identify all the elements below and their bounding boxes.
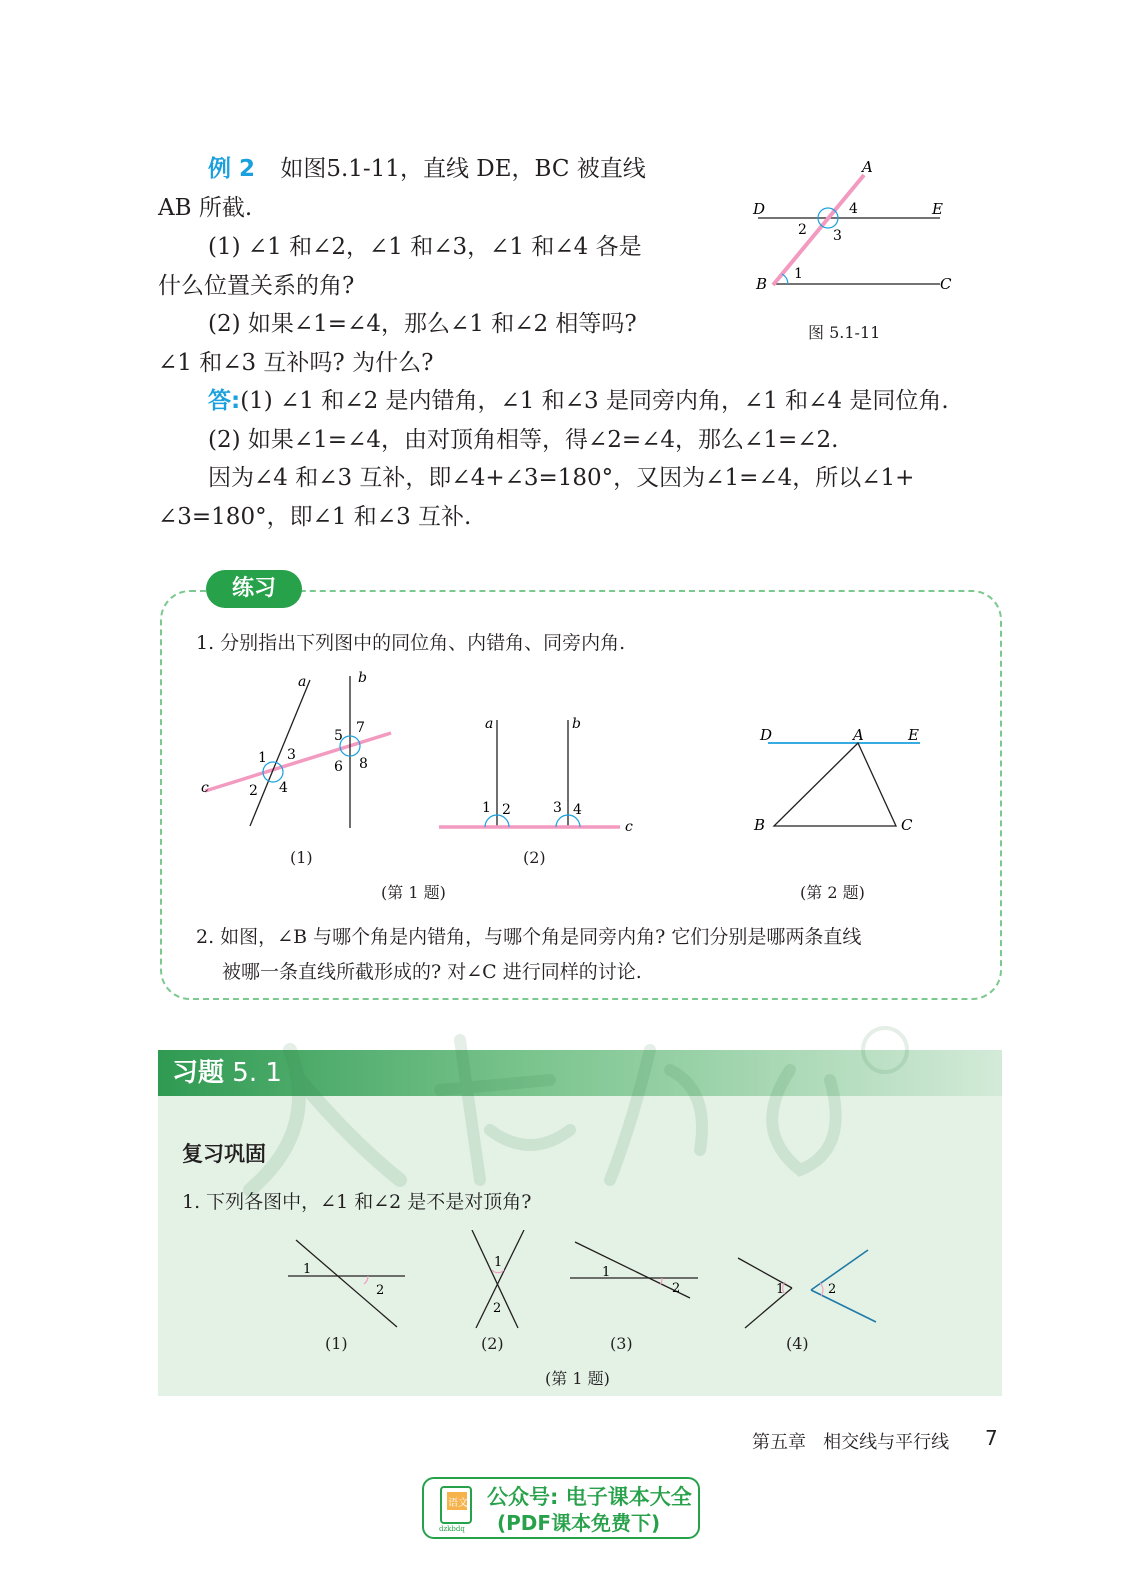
exercise-figures (280, 1230, 890, 1335)
example-q1-line1: (1) ∠1 和∠2，∠1 和∠3，∠1 和∠4 各是 (208, 234, 642, 260)
practice-group1-caption: (第 1 题) (381, 883, 446, 902)
page-number: 7 (985, 1426, 998, 1450)
svg-text:1: 1 (776, 1282, 785, 1297)
example-line2: AB 所截. (158, 195, 253, 221)
svg-text:E: E (908, 726, 919, 744)
exercise-figure-3 (570, 1242, 698, 1298)
svg-text:4: 4 (279, 780, 288, 796)
exercise-caption-2: (2) (481, 1334, 504, 1353)
svg-text:1: 1 (303, 1262, 312, 1277)
svg-text:语文: 语文 (448, 1498, 468, 1509)
example-q1-line2: 什么位置关系的角? (158, 273, 355, 299)
exercise-figure-2 (472, 1230, 524, 1328)
svg-text:4: 4 (573, 802, 582, 818)
example-q2-line2: ∠1 和∠3 互补吗? 为什么? (158, 350, 434, 376)
exercise-figure-4 (738, 1250, 876, 1328)
svg-text:3: 3 (287, 747, 296, 763)
svg-text:2: 2 (502, 802, 511, 818)
svg-text:6: 6 (334, 759, 343, 775)
exercise-caption-3: (3) (610, 1334, 633, 1353)
label-e: E (932, 200, 943, 218)
exercise-title: 习题 5. 1 (172, 1058, 282, 1088)
practice-figure-2 (435, 710, 645, 835)
practice-figure-triangle (750, 722, 930, 837)
chapter-footer: 第五章 相交线与平行线 (752, 1432, 950, 1453)
svg-text:dzkbdq: dzkbdq (439, 1525, 465, 1533)
answer-line2: (2) 如果∠1=∠4，由对顶角相等，得∠2=∠4，那么∠1=∠2. (208, 427, 839, 453)
svg-text:a: a (485, 716, 494, 732)
practice-q2-line2: 被哪一条直线所截形成的? 对∠C 进行同样的讨论. (222, 961, 642, 983)
svg-text:2: 2 (672, 1281, 681, 1296)
practice-q1: 1. 分别指出下列图中的同位角、内错角、同旁内角. (196, 632, 626, 654)
book-icon (437, 1483, 481, 1533)
example-line1: 例 2 如图5.1-11，直线 DE，BC 被直线 (208, 156, 646, 182)
svg-text:5: 5 (334, 728, 343, 744)
section-heading: 复习巩固 (182, 1142, 266, 1166)
svg-text:1: 1 (494, 1255, 503, 1270)
badge-line2: (PDF课本免费下) (497, 1511, 661, 1535)
svg-text:8: 8 (359, 756, 368, 772)
svg-text:1: 1 (602, 1265, 611, 1280)
watermark-logo (230, 1010, 930, 1200)
label-d: D (753, 200, 766, 218)
triangle-abc (774, 743, 896, 826)
svg-text:1: 1 (258, 750, 267, 766)
practice-fig1-caption: (1) (290, 848, 313, 867)
answer-line4: ∠3=180°，即∠1 和∠3 互补. (158, 504, 472, 530)
exercise-caption-1: (1) (325, 1334, 348, 1353)
answer-line3: 因为∠4 和∠3 互补，即∠4+∠3=180°，又因为∠1=∠4，所以∠1+ (208, 465, 915, 491)
line-ab (773, 175, 864, 285)
svg-text:c: c (201, 780, 209, 796)
svg-text:3: 3 (553, 800, 562, 816)
practice-group2-caption: (第 2 题) (800, 883, 865, 902)
label-angle-1: 1 (794, 266, 803, 282)
svg-text:b: b (572, 716, 581, 732)
exercise-q1: 1. 下列各图中，∠1 和∠2 是不是对顶角? (182, 1191, 532, 1213)
svg-text:7: 7 (356, 720, 365, 736)
svg-text:2: 2 (376, 1283, 385, 1298)
label-angle-3: 3 (833, 228, 842, 244)
answer-line1: 答:(1) ∠1 和∠2 是内错角，∠1 和∠3 是同旁内角，∠1 和∠4 是同位角. (208, 388, 949, 414)
svg-text:B: B (754, 816, 766, 834)
answer-label: 答: (208, 388, 241, 414)
svg-text:2: 2 (249, 783, 258, 799)
label-angle-2: 2 (798, 222, 807, 238)
badge-line1: 公众号: 电子课本大全 (487, 1485, 692, 1509)
practice-q2-line1: 2. 如图，∠B 与哪个角是内错角，与哪个角是同旁内角? 它们分别是哪两条直线 (196, 926, 862, 948)
svg-text:a: a (298, 674, 307, 690)
label-a: A (862, 158, 873, 176)
svg-text:A: A (853, 726, 864, 744)
exercise-group-caption: (第 1 题) (545, 1369, 610, 1388)
figure-caption: 图 5.1-11 (808, 323, 881, 342)
svg-text:D: D (760, 726, 773, 744)
example-label: 例 2 (208, 156, 256, 182)
example-q2-line1: (2) 如果∠1=∠4，那么∠1 和∠2 相等吗? (208, 311, 637, 337)
label-c: C (940, 275, 952, 293)
svg-text:c: c (625, 819, 633, 835)
practice-tag: 练习 (206, 570, 302, 608)
exercise-caption-4: (4) (786, 1334, 809, 1353)
svg-text:b: b (358, 670, 367, 686)
label-angle-4: 4 (849, 201, 858, 217)
svg-text:2: 2 (493, 1301, 502, 1316)
practice-fig2-caption: (2) (523, 848, 546, 867)
exercise-figure-1 (288, 1240, 405, 1327)
svg-text:1: 1 (482, 800, 491, 816)
practice-figure-1 (195, 668, 405, 833)
label-b: B (756, 275, 768, 293)
svg-text:C: C (901, 816, 913, 834)
svg-text:2: 2 (828, 1282, 837, 1297)
